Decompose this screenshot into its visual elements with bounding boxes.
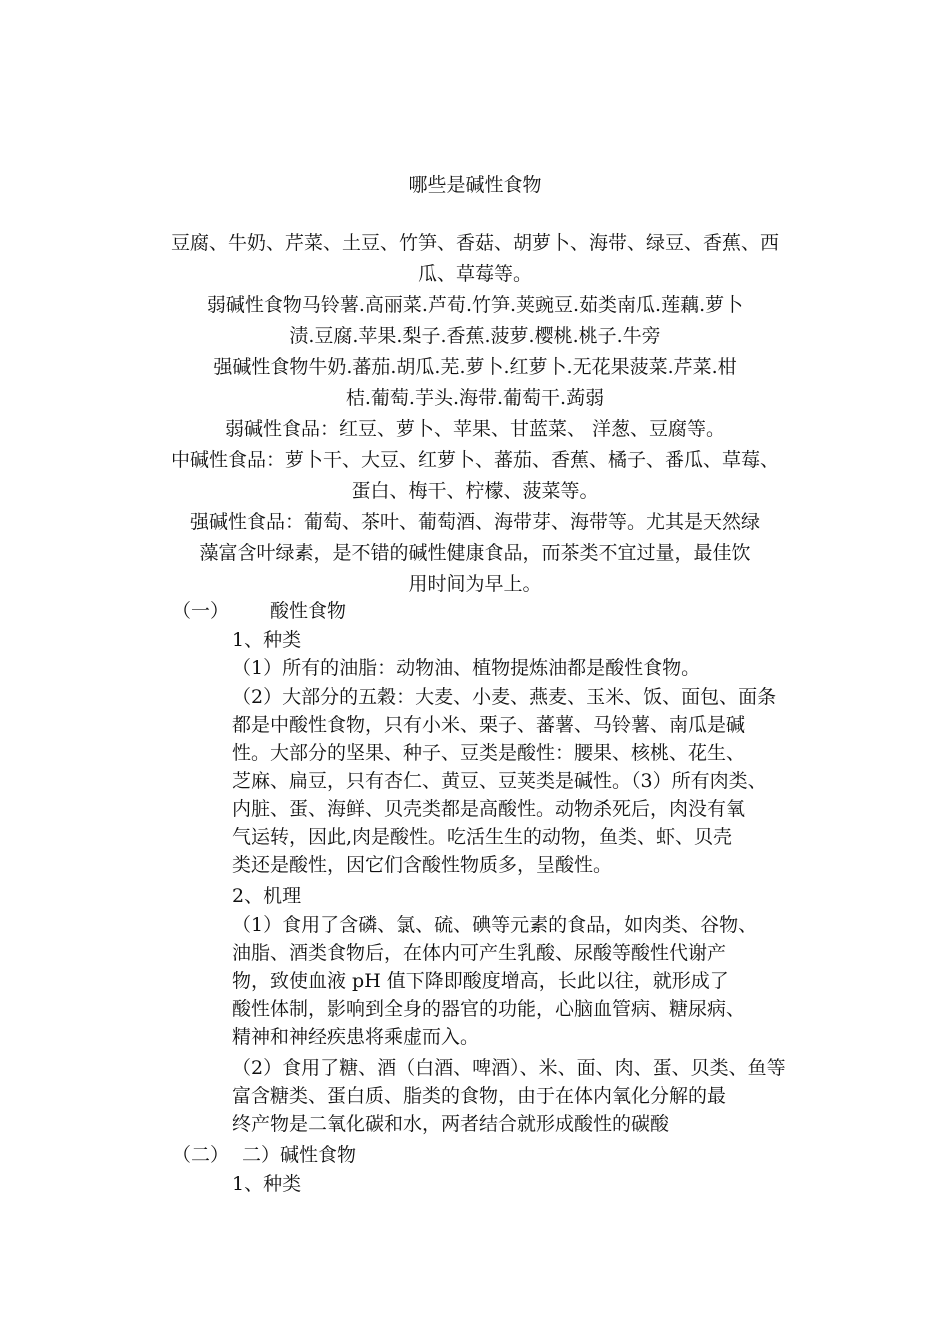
section-number: （二） [172, 1144, 230, 1166]
text-line: 弱碱性食物马铃薯.高丽菜.芦荀.竹笋.荚豌豆.茹类南瓜.莲藕.萝卜 [206, 294, 744, 316]
paragraph-grains [232, 683, 797, 879]
paragraph-oils [232, 654, 797, 682]
text-line: 藻富含叶绿素，是不错的碱性健康食品，而茶类不宜过量，最佳饮 [199, 542, 751, 564]
section-heading-acid [172, 597, 346, 625]
text-line: 桔.葡萄.芋头.海带.葡萄干.蒟弱 [345, 387, 605, 409]
text-line: 内脏、蛋、海鲜、贝壳类都是高酸性。动物杀死后，肉没有氧 [232, 798, 746, 820]
text-line: 中碱性食品：萝卜干、大豆、红萝卜、蕃茄、香蕉、橘子、番瓜、草莓、 [170, 449, 779, 471]
subheading-types-2: 1、种类 [232, 1173, 302, 1195]
section-number: （一） [172, 600, 230, 622]
intro-paragraph-2 [160, 290, 790, 352]
paragraph-mechanism-1 [232, 911, 797, 1051]
text-line: 弱碱性食品：红豆、萝卜、苹果、甘蓝菜、 洋葱、豆腐等。 [224, 418, 726, 440]
subheading-mechanism: 2、机理 [232, 885, 302, 907]
text-line: 都是中酸性食物，只有小米、栗子、蕃薯、马铃薯、南瓜是碱 [232, 714, 746, 736]
text-line: 物，致使血液 pH 值下降即酸度增高，长此以往，就形成了 [232, 970, 729, 992]
paragraph-mechanism-2 [232, 1054, 797, 1138]
text-line: 精神和神经疾患将乘虚而入。 [232, 1026, 480, 1048]
text-line: （2）大部分的五穀：大麦、小麦、燕麦、玉米、饭、面包、面条 [232, 686, 777, 708]
text-line: 强碱性食物牛奶.蕃茄.胡瓜.芜.萝卜.红萝卜.无花果菠菜.芹菜.柑 [213, 356, 737, 378]
text-line: 酸性体制，影响到全身的器官的功能，心脑血管病、糖尿病、 [232, 998, 746, 1020]
text-line: 蛋白、梅干、柠檬、菠菜等。 [351, 480, 599, 502]
text-line: 油脂、酒类食物后，在体内可产生乳酸、尿酸等酸性代谢产 [232, 942, 727, 964]
section-label: 酸性食物 [270, 600, 347, 622]
page-title: 哪些是碱性食物 [408, 174, 542, 196]
text-line: 富含糖类、蛋白质、脂类的食物，由于在体内氧化分解的最 [232, 1085, 727, 1107]
text-line: 豆腐、牛奶、芹菜、土豆、竹笋、香菇、胡萝卜、海带、绿豆、香蕉、西 [170, 232, 779, 254]
intro-paragraph-1 [160, 228, 790, 290]
text-line: （1）食用了含磷、氯、硫、碘等元素的食品，如肉类、谷物、 [232, 914, 758, 936]
intro-paragraph-5 [160, 445, 790, 507]
section-heading-alkaline [172, 1141, 356, 1169]
section-label: 二）碱性食物 [242, 1144, 357, 1166]
text-line: 用时间为早上。 [408, 573, 542, 595]
intro-block [160, 228, 790, 600]
text-line: 类还是酸性，因它们含酸性物质多，呈酸性。 [232, 854, 613, 876]
text-line: 强碱性食品：葡萄、茶叶、葡萄酒、海带芽、海带等。尤其是天然绿 [189, 511, 760, 533]
text-line: （1）所有的油脂：动物油、植物提炼油都是酸性食物。 [232, 657, 701, 679]
intro-paragraph-6 [160, 507, 790, 600]
intro-paragraph-4 [160, 414, 790, 445]
text-line: 渍.豆腐.苹果.梨子.香蕉.菠萝.樱桃.桃子.牛旁 [289, 325, 661, 347]
intro-paragraph-3 [160, 352, 790, 414]
text-line: 瓜、草莓等。 [417, 263, 532, 285]
text-line: 性。大部分的坚果、种子、豆类是酸性：腰果、核桃、花生、 [232, 742, 746, 764]
text-line: 终产物是二氧化碳和水，两者结合就形成酸性的碳酸 [232, 1113, 670, 1135]
text-line: （2）食用了糖、酒（白酒、啤酒）、米、面、肉、蛋、贝类、鱼等 [232, 1057, 786, 1079]
subheading-types: 1、种类 [232, 629, 302, 651]
text-line: 芝麻、扁豆，只有杏仁、黄豆、豆荚类是碱性。（3）所有肉类、 [232, 770, 767, 792]
text-line: 气运转，因此,肉是酸性。吃活生生的动物，鱼类、虾、贝壳 [232, 826, 733, 848]
